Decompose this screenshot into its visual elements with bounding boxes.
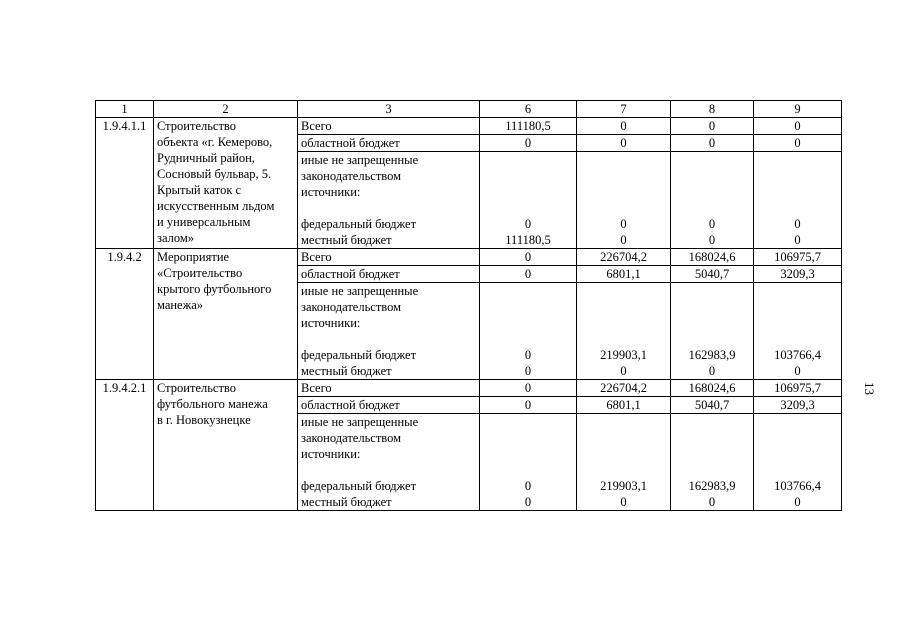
value-cell: 0 <box>480 494 577 511</box>
item-number: 1.9.4.1.1 <box>96 118 154 249</box>
source-federal: федеральный бюджет <box>301 217 417 231</box>
table-row <box>96 249 842 266</box>
federal-value: 0 <box>524 217 532 231</box>
value-cell: 0 <box>480 266 577 283</box>
value-cell: 0 <box>480 397 577 414</box>
source-other-line: иные не запрещенные <box>301 153 419 167</box>
source-total: Всего <box>298 380 480 397</box>
value-cell: 0 <box>480 135 577 152</box>
value-cell: 168024,6 <box>671 249 754 266</box>
source-other-line: иные не запрещенные <box>301 415 419 429</box>
source-other-line: источники: <box>301 185 361 199</box>
item-name-line: залом» <box>157 231 195 245</box>
header-col-6: 6 <box>480 101 577 118</box>
item-number: 1.9.4.2.1 <box>96 380 154 511</box>
value-cell: 0 <box>671 118 754 135</box>
value-cell <box>671 283 754 364</box>
value-cell <box>754 152 842 233</box>
table-header-row <box>96 101 842 118</box>
item-name-line: «Строительство <box>157 266 243 280</box>
item-name-line: Строительство <box>157 119 237 133</box>
value-cell <box>577 283 671 364</box>
source-other-line: источники: <box>301 447 361 461</box>
value-cell: 0 <box>480 363 577 380</box>
value-cell: 0 <box>577 135 671 152</box>
value-cell <box>480 152 577 233</box>
federal-value: 0 <box>524 348 532 362</box>
value-cell: 0 <box>480 249 577 266</box>
item-name <box>154 380 298 511</box>
value-cell: 0 <box>754 118 842 135</box>
value-cell: 0 <box>577 363 671 380</box>
item-name-line: Строительство <box>157 381 237 395</box>
item-name <box>154 249 298 380</box>
source-other-federal <box>298 283 480 364</box>
item-name-line: манежа» <box>157 298 204 312</box>
source-other-federal <box>298 414 480 495</box>
value-cell: 5040,7 <box>671 266 754 283</box>
spacer <box>301 462 476 478</box>
value-cell: 0 <box>754 135 842 152</box>
table-row <box>96 118 842 135</box>
header-col-2: 2 <box>154 101 298 118</box>
value-cell: 3209,3 <box>754 266 842 283</box>
value-cell <box>671 414 754 495</box>
value-cell: 106975,7 <box>754 380 842 397</box>
source-regional: областной бюджет <box>298 135 480 152</box>
source-local: местный бюджет <box>298 363 480 380</box>
federal-value: 219903,1 <box>600 479 647 493</box>
value-cell: 0 <box>754 232 842 249</box>
header-col-3: 3 <box>298 101 480 118</box>
item-name <box>154 118 298 249</box>
source-local: местный бюджет <box>298 494 480 511</box>
value-cell: 6801,1 <box>577 266 671 283</box>
source-total: Всего <box>298 249 480 266</box>
value-cell: 0 <box>480 380 577 397</box>
value-cell: 106975,7 <box>754 249 842 266</box>
item-name-line: объекта «г. Кемерово, <box>157 135 273 149</box>
value-cell: 6801,1 <box>577 397 671 414</box>
source-other-federal <box>298 152 480 233</box>
item-name-line: искусственным льдом <box>157 199 275 213</box>
item-name-line: Рудничный район, <box>157 151 255 165</box>
item-name-line: в г. Новокузнецке <box>157 413 251 427</box>
source-regional: областной бюджет <box>298 397 480 414</box>
table-row <box>96 380 842 397</box>
source-other-line: источники: <box>301 316 361 330</box>
source-other-line: законодательством <box>301 300 402 314</box>
value-cell: 0 <box>671 232 754 249</box>
value-cell: 0 <box>577 494 671 511</box>
page-number: 13 <box>862 382 877 395</box>
spacer <box>301 331 476 347</box>
value-cell: 168024,6 <box>671 380 754 397</box>
header-col-9: 9 <box>754 101 842 118</box>
item-name-line: и универсальным <box>157 215 251 229</box>
value-cell <box>754 283 842 364</box>
spacer <box>301 200 476 216</box>
value-cell: 3209,3 <box>754 397 842 414</box>
item-number: 1.9.4.2 <box>96 249 154 380</box>
value-cell <box>577 152 671 233</box>
value-cell: 5040,7 <box>671 397 754 414</box>
federal-value: 0 <box>620 217 627 231</box>
item-name-line: Крытый каток с <box>157 183 242 197</box>
value-cell: 0 <box>577 118 671 135</box>
header-col-8: 8 <box>671 101 754 118</box>
value-cell <box>480 414 577 495</box>
item-name-line: футбольного манежа <box>157 397 268 411</box>
value-cell: 0 <box>671 135 754 152</box>
federal-value: 219903,1 <box>600 348 647 362</box>
budget-table <box>95 100 842 511</box>
source-local: местный бюджет <box>298 232 480 249</box>
source-federal: федеральный бюджет <box>301 479 417 493</box>
source-other-line: законодательством <box>301 169 402 183</box>
value-cell: 226704,2 <box>577 249 671 266</box>
source-federal: федеральный бюджет <box>301 348 417 362</box>
value-cell <box>480 283 577 364</box>
value-cell: 0 <box>671 494 754 511</box>
value-cell: 111180,5 <box>480 118 577 135</box>
value-cell <box>754 414 842 495</box>
value-cell <box>577 414 671 495</box>
federal-value: 103766,4 <box>774 479 821 493</box>
header-col-7: 7 <box>577 101 671 118</box>
source-other-line: иные не запрещенные <box>301 284 419 298</box>
federal-value: 0 <box>524 479 532 493</box>
federal-value: 103766,4 <box>774 348 821 362</box>
federal-value: 0 <box>708 217 716 231</box>
source-other-line: законодательством <box>301 431 402 445</box>
item-name-line: крытого футбольного <box>157 282 272 296</box>
value-cell: 0 <box>754 494 842 511</box>
header-col-1: 1 <box>96 101 154 118</box>
federal-value: 0 <box>794 217 801 231</box>
value-cell <box>671 152 754 233</box>
item-name-line: Мероприятие <box>157 250 230 264</box>
value-cell: 226704,2 <box>577 380 671 397</box>
item-name-line: Сосновый бульвар, 5. <box>157 167 272 181</box>
federal-value: 162983,9 <box>688 348 736 362</box>
source-total: Всего <box>298 118 480 135</box>
value-cell: 111180,5 <box>480 232 577 249</box>
source-regional: областной бюджет <box>298 266 480 283</box>
value-cell: 0 <box>671 363 754 380</box>
federal-value: 162983,9 <box>688 479 736 493</box>
value-cell: 0 <box>577 232 671 249</box>
value-cell: 0 <box>754 363 842 380</box>
